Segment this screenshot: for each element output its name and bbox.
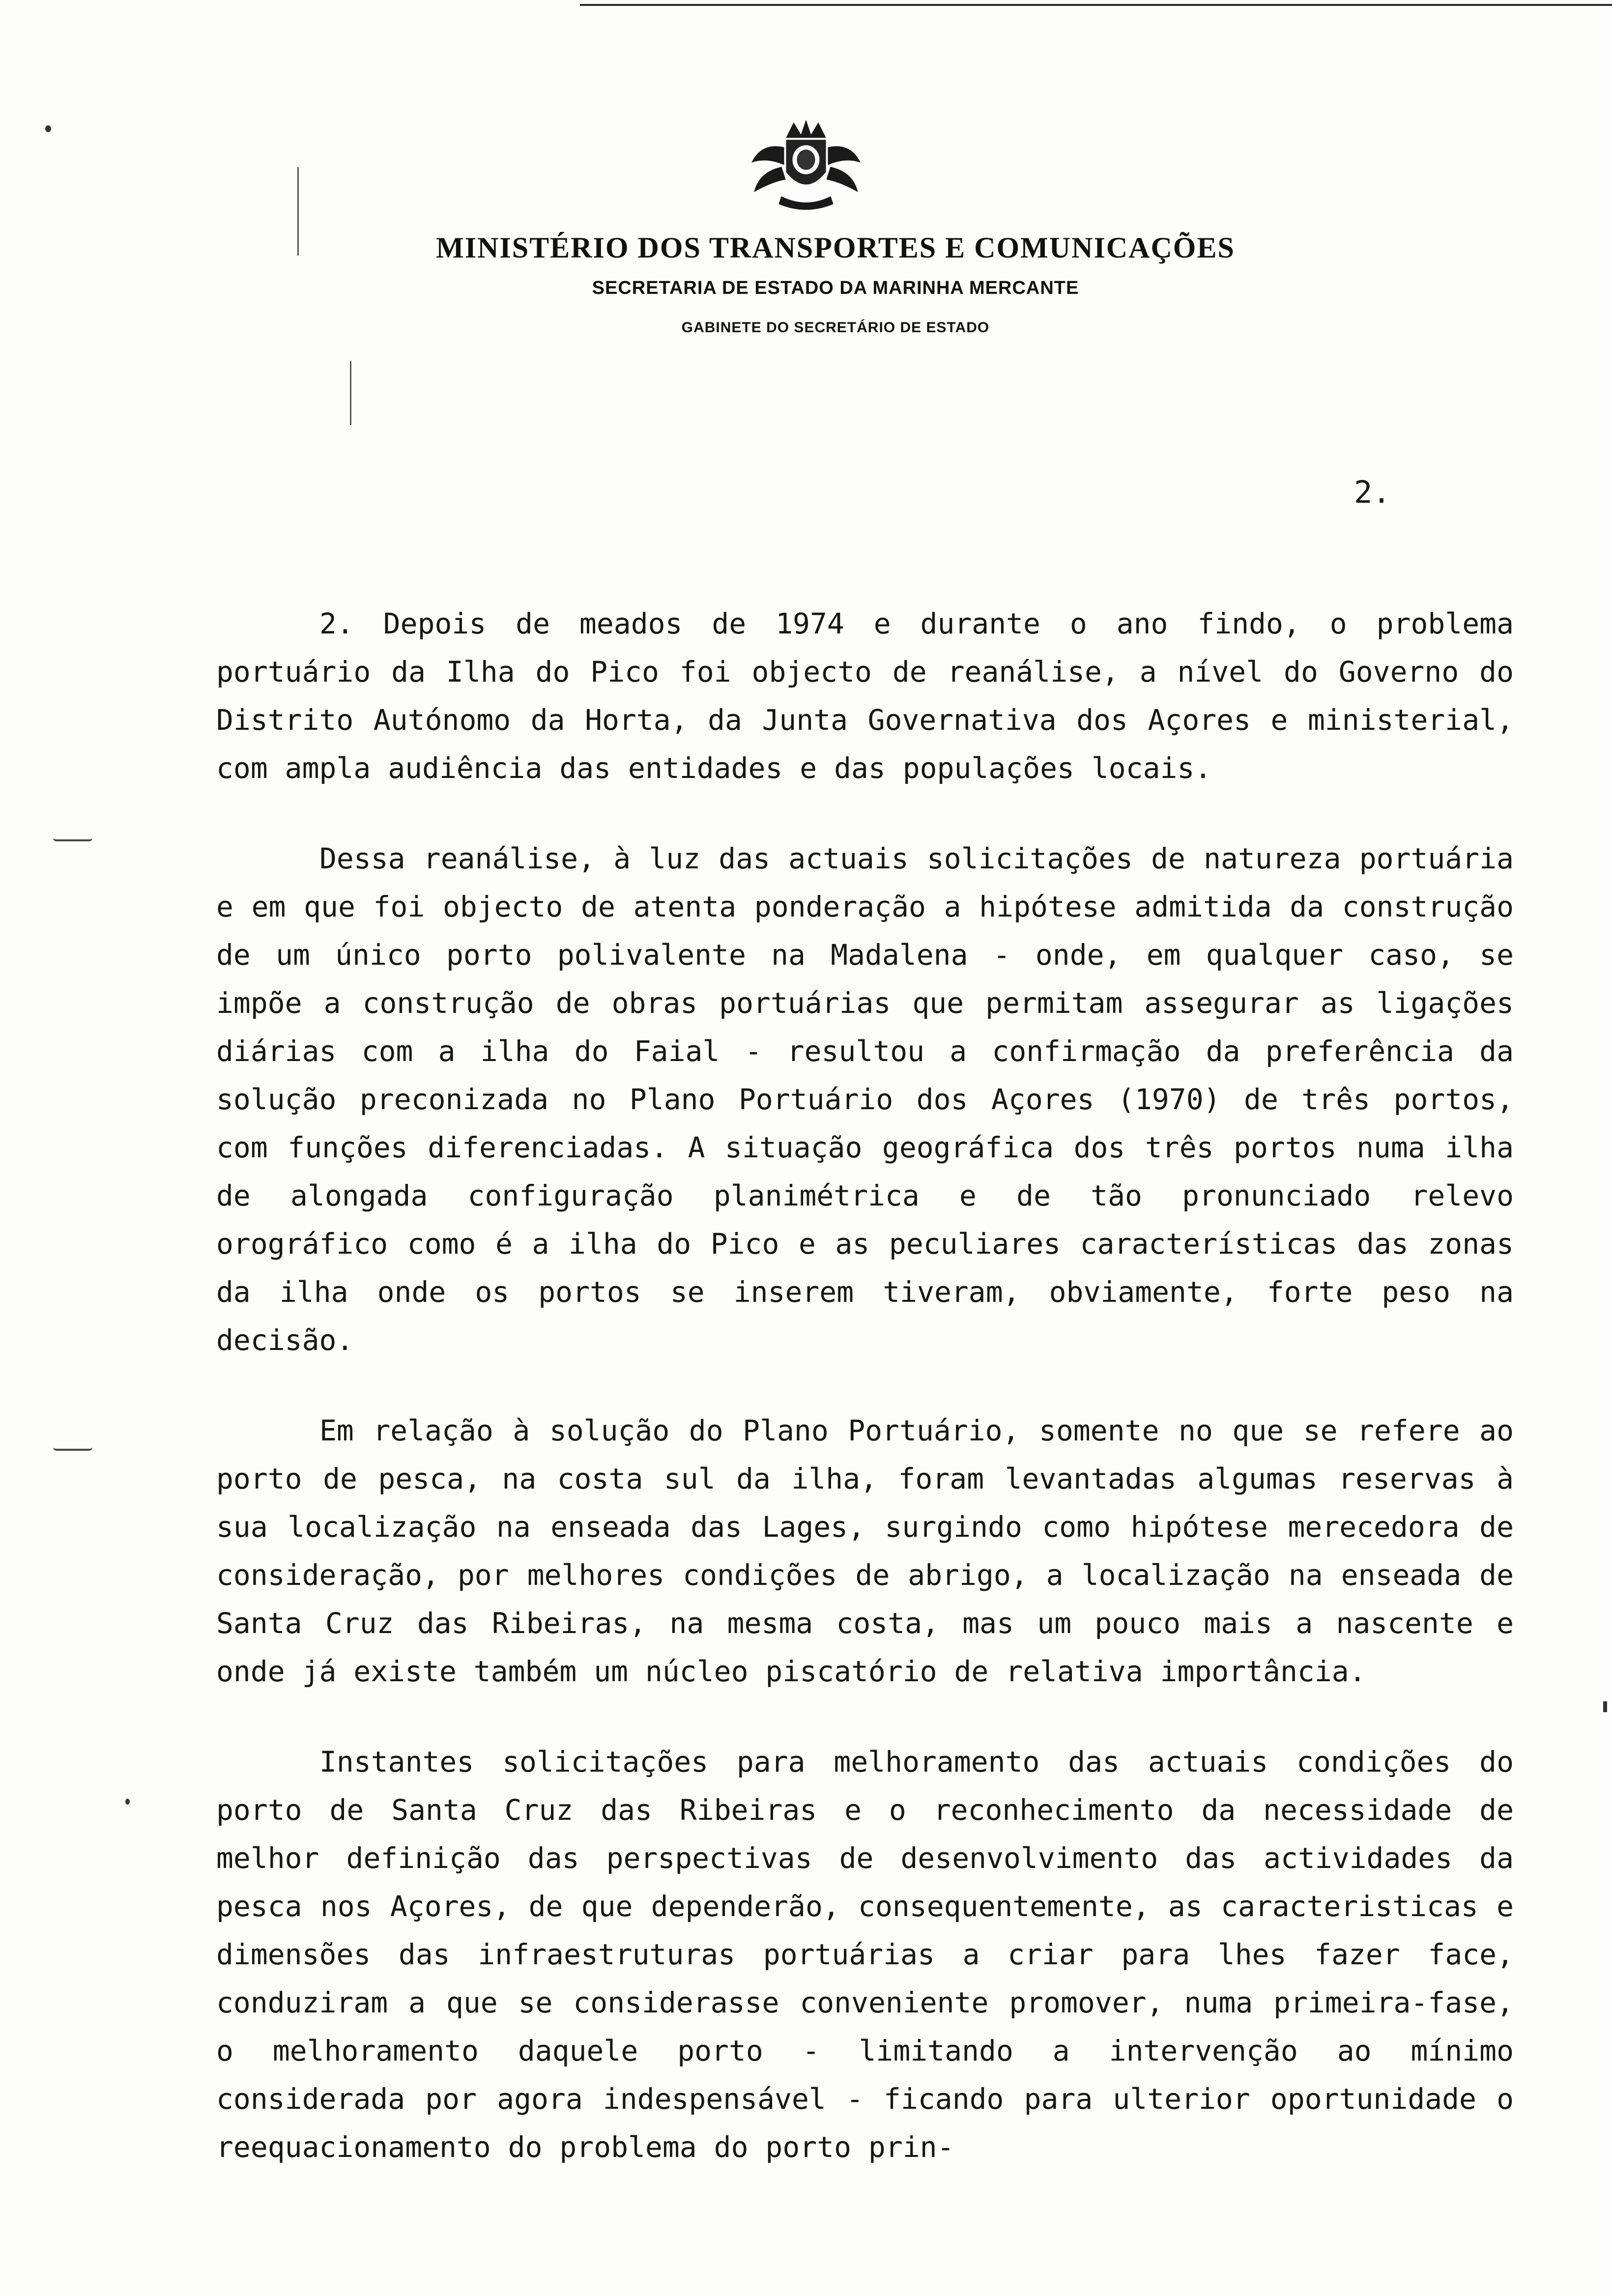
ministry-title: MINISTÉRIO DOS TRANSPORTES E COMUNICAÇÕES [436,231,1235,264]
scan-artifact [125,1799,130,1805]
top-scan-rule [580,4,1612,6]
document-body [216,600,1514,2171]
paragraph: Instantes solicitações para melhoramento das actuais condições do porto de Santa Cruz das Ribeiras e o reconhecimento da necessidade de melhor definição das perspectivas de desenvolvimento das actividades da pesca nos Açores, de que dependerão, consequentemente, as caracteristicas e dimensões das infraestruturas portuárias a criar para lhes fazer face, conduziram a que se considerasse conveniente promover, numa primeira-fase, o melhoramento daquele porto - limitando a intervenção ao mínimo considerada por agora indespensável - ficando para ulterior oportunidade o reequacionamento do problema do porto prin- [216,1745,1514,2164]
scan-artifact [1603,1701,1607,1712]
secretaria-title: SECRETARIA DE ESTADO DA MARINHA MERCANTE [592,278,1079,298]
gabinete-title: GABINETE DO SECRETÁRIO DE ESTADO [681,319,990,336]
paragraph: Em relação à solução do Plano Portuário, somente no que se refere ao porto de pesca, na costa sul da ilha, foram levantadas algumas reservas à sua localização na enseada das Lages, surgindo como hipótese merecedora de consideração, por melhores condições de abrigo, a localização na enseada de Santa Cruz das Ribeiras, na mesma costa, mas um pouco mais a nascente e onde já existe também um núcleo piscatório de relativa importância. [216,1414,1514,1688]
scan-artifact [350,361,351,425]
scan-artifact [53,838,92,841]
paragraph: Dessa reanálise, à luz das actuais solicitações de natureza portuária e em que foi objecto de atenta ponderação a hipótese admitida da construção de um único porto polivalente na Madalena - onde, em qualquer caso, se impõe a construção de obras portuárias que permitam assegurar as ligações diárias com a ilha do Faial - resultou a confirmação da preferência da solução preconizada no Plano Portuário dos Açores (1970) de três portos, com funções diferenciadas. A situação geográfica dos três portos numa ilha de alongada configuração planimétrica e de tão pronunciado relevo orográfico como é a ilha do Pico e as peculiares características das zonas da ilha onde os portos se inserem tiveram, obviamente, forte peso na decisão. [216,842,1514,1357]
scan-artifact [45,125,51,132]
scan-artifact [53,1447,92,1451]
page-number: 2. [1354,474,1391,510]
coat-of-arms-icon [732,118,880,216]
paragraph: 2. Depois de meados de 1974 e durante o ano findo, o problema portuário da Ilha do Pico foi objecto de reanálise, a nível do Governo do Distrito Autónomo da Horta, da Junta Governativa dos Açores e ministerial, com ampla audiência das entidades e das populações locais. [216,607,1514,785]
